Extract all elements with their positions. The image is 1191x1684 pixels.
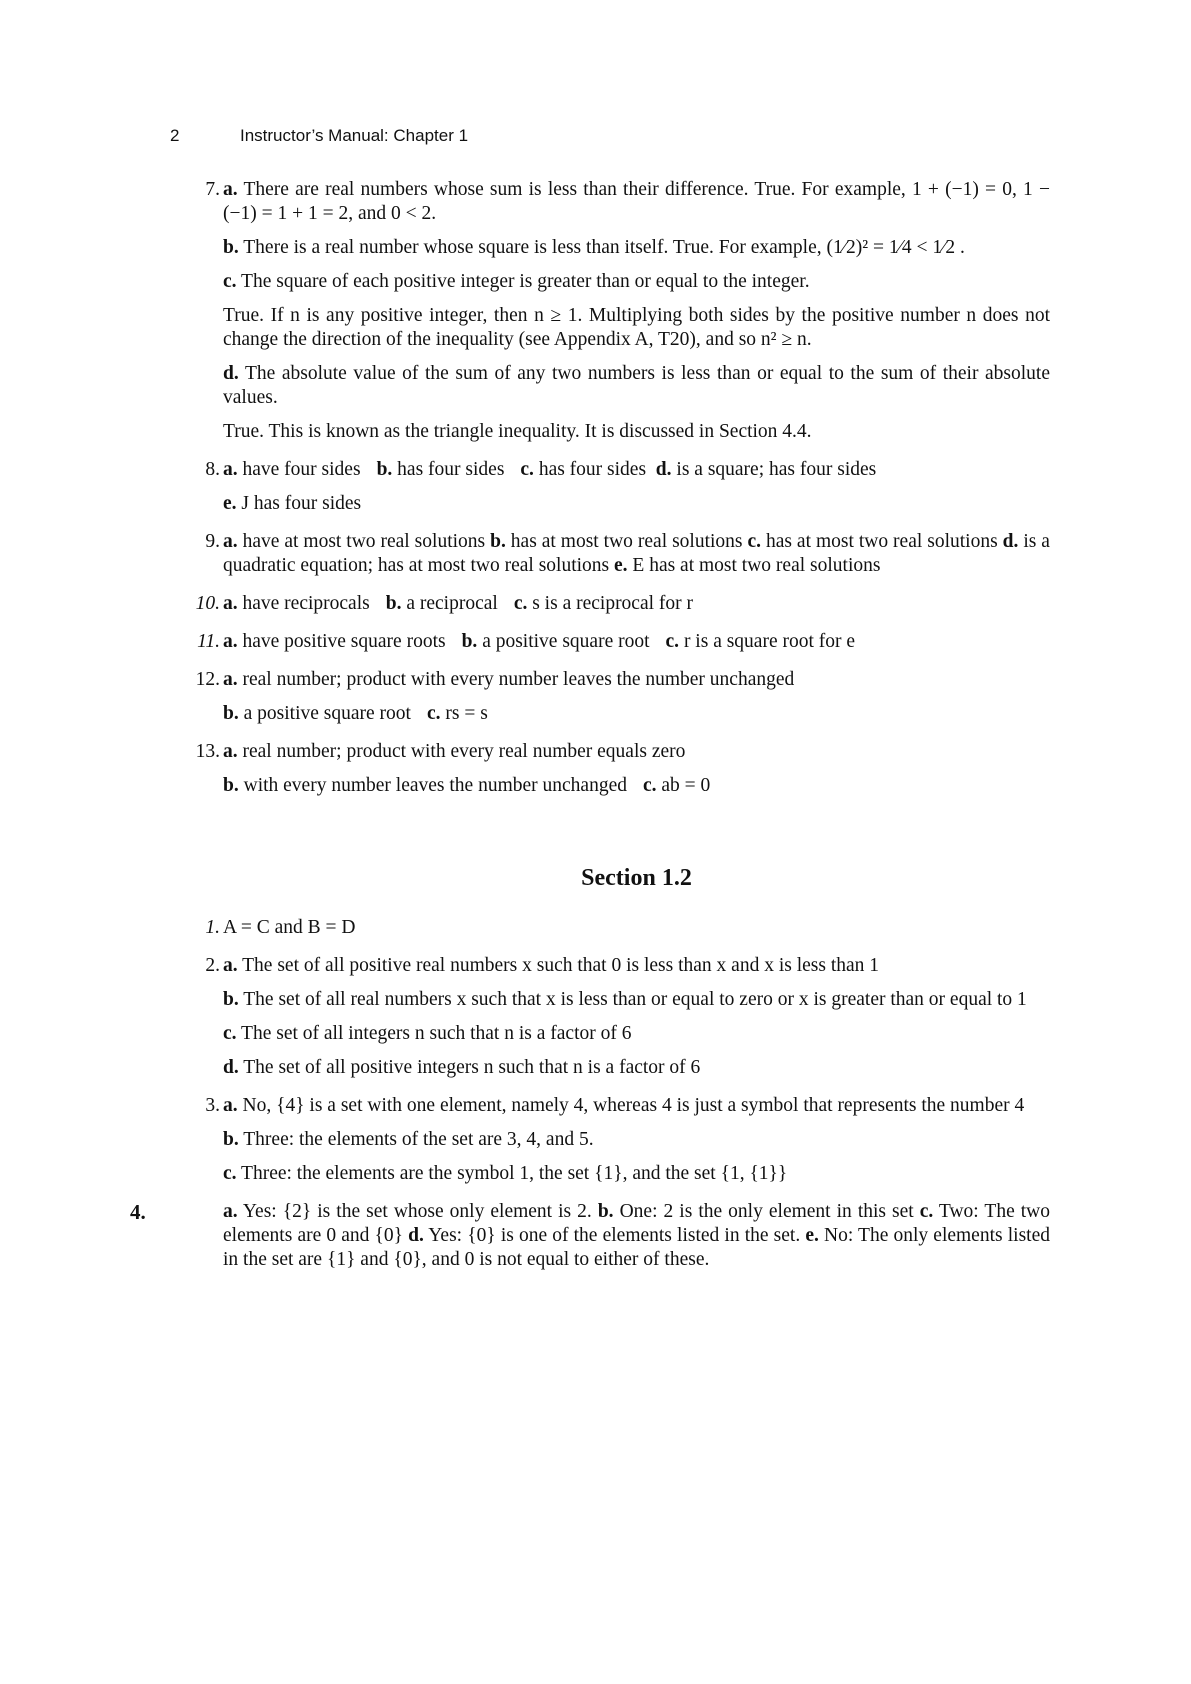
part-b: b. The set of all real numbers x such that x is less than or equal to zero or x is greater than or equal to 1 [223,989,1027,1010]
part-c: c. The square of each positive integer is greater than or equal to the integer. [223,271,810,292]
part-e: e. J has four sides [223,493,362,514]
item-number: 2. [205,955,220,976]
parts-a-c: a. have reciprocals b. a reciprocal c. s is a reciprocal for r [223,593,694,614]
part-a: a. No, {4} is a set with one element, namely 4, whereas 4 is just a symbol that represents the number 4 [223,1095,1025,1116]
header-title: Instructor’s Manual: Chapter 1 [240,126,469,145]
page-header [170,126,468,146]
parts-a-c: a. have positive square roots b. a positive square root c. r is a square root for e [223,631,856,652]
parts-a-e: a. have at most two real solutions b. has at most two real solutions c. has at most two real solutions d. is a quadratic equation; has at most two real solutions e. E has at most two real solutions [223,531,1050,576]
parts-b-c: b. a positive square root c. rs = s [223,703,488,724]
exercise-12 [180,668,1050,726]
exercise-9 [180,530,1050,578]
part-a: a. The set of all positive real numbers x such that 0 is less than x and x is less than 1 [223,955,880,976]
parts-a-e: a. Yes: {2} is the set whose only element is 2. b. One: 2 is the only element in this set c. Two: The two elements are 0 and {0} d. Yes: {0} is one of the elements listed in the set. e. No: The only elements listed in the set are {1} and {0}, and 0 is not equal to either of these. [223,1201,1050,1270]
exercise-11 [180,630,1050,654]
exercise-8 [180,458,1050,516]
item-number: 7. [205,179,220,200]
item-number: 13. [195,741,220,762]
part-c: c. Three: the elements are the symbol 1, the set {1}, and the set {1, {1}} [223,1163,788,1184]
section-exercise-4 [130,1200,1050,1272]
item-number: 1. [205,917,220,938]
part-b: b. There is a real number whose square is less than itself. True. For example, (1⁄2)² = 1⁄4 < 1⁄2 . [223,237,965,258]
section-exercise-1 [180,916,1050,940]
part-a: a. real number; product with every number leaves the number unchanged [223,669,795,690]
item-number: 4. [130,1200,146,1224]
part-d: d. The set of all positive integers n such that n is a factor of 6 [223,1057,701,1078]
part-b: b. Three: the elements of the set are 3, 4, and 5. [223,1129,594,1150]
item-number: 9. [205,531,220,552]
answer: A = C and B = D [223,917,356,938]
page-number: 2 [170,126,180,145]
parts-b-c: b. with every number leaves the number unchanged c. ab = 0 [223,775,711,796]
item-number: 11. [197,631,220,652]
item-number: 3. [205,1095,220,1116]
section-exercise-2 [180,954,1050,1080]
exercise-13 [180,740,1050,798]
item-number: 12. [195,669,220,690]
part-d-answer: True. This is known as the triangle inequality. It is discussed in Section 4.4. [223,421,812,442]
part-c-answer: True. If n is any positive integer, then n ≥ 1. Multiplying both sides by the positive number n does not change the direction of the inequality (see Appendix A, T20), and so n² ≥ n. [223,305,1050,350]
part-a: a. There are real numbers whose sum is less than their difference. True. For example, 1 + (−1) = 0, 1 − (−1) = 1 + 1 = 2, and 0 < 2. [223,179,1050,224]
part-c: c. The set of all integers n such that n is a factor of 6 [223,1023,632,1044]
parts-a-d: a. have four sides b. has four sides c. has four sides d. is a square; has four sides [223,459,877,480]
part-d: d. The absolute value of the sum of any two numbers is less than or equal to the sum of their absolute values. [223,363,1050,408]
exercise-10 [180,592,1050,616]
section-title: Section 1.2 [581,865,692,891]
item-number: 8. [205,459,220,480]
exercise-7 [180,178,1050,444]
part-a: a. real number; product with every real number equals zero [223,741,686,762]
item-number: 10. [195,593,220,614]
page-content [130,178,1050,1272]
section-exercise-3 [180,1094,1050,1186]
